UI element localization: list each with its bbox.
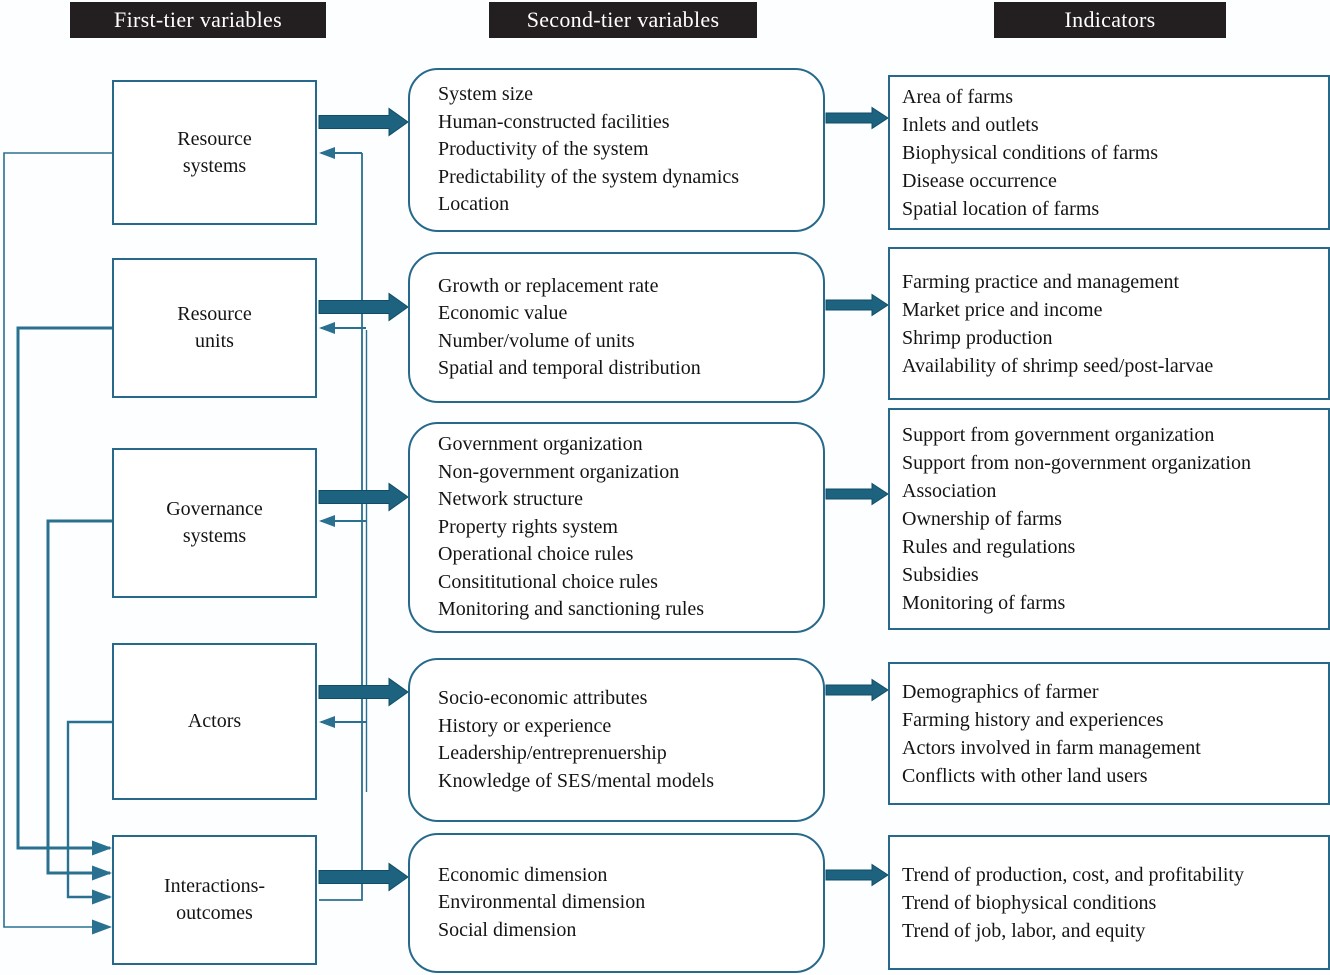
list-line: Actors involved in farm management — [902, 736, 1201, 759]
list-line: Productivity of the system — [438, 138, 649, 161]
list-line: Monitoring and sanctioning rules — [438, 598, 705, 621]
second-tier-box-interactions-outcomes — [408, 833, 825, 973]
list-line: Socio-economic attributes — [438, 687, 648, 709]
list-line: systems — [182, 525, 247, 547]
first-tier-box-interactions-outcomes — [112, 835, 317, 965]
arrow-second-tier-to-indicators-row4 — [826, 680, 888, 701]
list-line: Monitoring of farms — [902, 592, 1066, 614]
list-line: Economic dimension — [438, 863, 608, 886]
second-tier-box-resource-units — [408, 252, 825, 403]
list-line: Area of farms — [902, 85, 1014, 108]
list-line: Location — [438, 193, 510, 216]
loop-actors-to-interactions — [68, 722, 114, 897]
list-line: outcomes — [176, 902, 253, 924]
arrow-second-tier-to-indicators-row1 — [826, 108, 888, 129]
list-line: Government organization — [438, 433, 643, 456]
first-tier-box-actors — [112, 643, 317, 800]
list-line: Subsidies — [902, 564, 979, 586]
list-line: Governance — [166, 498, 263, 520]
list-line: Association — [902, 480, 997, 502]
list-line: Interactions- — [163, 875, 266, 897]
first-tier-label — [177, 126, 251, 180]
second-tier-box-actors — [408, 658, 825, 822]
loop-resource-systems-to-interactions — [4, 153, 114, 927]
first-tier-label — [166, 496, 263, 550]
list-line: Trend of production, cost, and profitability — [902, 863, 1244, 886]
list-line: units — [195, 330, 234, 352]
list-line: Market price and income — [902, 298, 1103, 321]
list-line: Social dimension — [438, 918, 577, 941]
list-line: Farming history and experiences — [902, 708, 1164, 731]
first-tier-label — [188, 708, 241, 735]
feedback-spine — [319, 153, 362, 900]
list-line: Knowledge of SES/mental models — [438, 769, 715, 792]
indicator-box-actors — [888, 662, 1330, 805]
list-line: Operational choice rules — [438, 543, 634, 566]
loop-governance-to-interactions — [48, 521, 114, 873]
list-line: Biophysical conditions of farms — [902, 141, 1159, 164]
list-line: Predictability of the system dynamics — [438, 165, 740, 188]
list-line: Rules and regulations — [902, 536, 1076, 558]
arrow-second-tier-to-indicators-row3 — [826, 484, 888, 505]
arrow-second-tier-to-indicators-row2 — [826, 295, 888, 316]
header-indicators: Indicators — [994, 2, 1226, 38]
list-line: Resource — [177, 303, 252, 325]
list-line: Shrimp production — [902, 326, 1053, 349]
list-line: Disease occurrence — [902, 169, 1057, 192]
list-line: Actors — [187, 710, 242, 732]
indicator-box-governance-systems — [888, 408, 1330, 630]
first-tier-box-governance-systems — [112, 448, 317, 598]
arrow-interactions-to-second-tier — [319, 864, 408, 891]
indicator-box-interactions-outcomes — [888, 835, 1330, 970]
list-line: History or experience — [438, 714, 612, 737]
first-tier-label — [164, 873, 265, 927]
first-tier-box-resource-units — [112, 258, 317, 398]
arrow-governance-to-second-tier — [319, 484, 408, 511]
list-line: Human-constructed facilities — [438, 110, 670, 133]
list-line: Consititutional choice rules — [438, 570, 658, 593]
loop-resource-units-to-interactions — [18, 328, 114, 848]
list-line: Farming practice and management — [902, 270, 1180, 293]
list-line: System size — [438, 83, 533, 106]
list-line: Property rights system — [438, 515, 618, 538]
arrow-resource-units-to-second-tier — [319, 294, 408, 321]
list-line: Non-government organization — [438, 460, 680, 483]
header-first-tier-variables: First-tier variables — [70, 2, 326, 38]
second-tier-box-governance-systems — [408, 422, 825, 633]
list-line: Support from non-government organization — [902, 452, 1252, 474]
list-line: Environmental dimension — [438, 891, 646, 914]
header-second-tier-variables: Second-tier variables — [489, 2, 757, 38]
indicator-box-resource-units — [888, 247, 1330, 400]
list-line: Support from government organization — [902, 424, 1215, 446]
list-line: Trend of biophysical conditions — [902, 891, 1157, 914]
list-line: Growth or replacement rate — [438, 274, 659, 297]
list-line: Number/volume of units — [438, 329, 635, 352]
list-line: Spatial location of farms — [902, 197, 1100, 220]
list-line: Trend of job, labor, and equity — [902, 919, 1146, 942]
indicator-box-resource-systems — [888, 75, 1330, 230]
list-line: Spatial and temporal distribution — [438, 357, 701, 379]
list-line: Demographics of farmer — [902, 680, 1099, 703]
list-line: Availability of shrimp seed/post-larvae — [902, 354, 1214, 377]
list-line: Resource — [177, 127, 252, 150]
list-line: Conflicts with other land users — [902, 764, 1148, 787]
list-line: Economic value — [438, 302, 568, 324]
arrow-resource-systems-to-second-tier — [319, 109, 408, 136]
arrow-second-tier-to-indicators-row5 — [826, 865, 888, 886]
list-line: Ownership of farms — [902, 508, 1062, 530]
list-line: Network structure — [438, 488, 583, 511]
list-line: Leadership/entreprenuership — [438, 742, 667, 764]
list-line: Inlets and outlets — [902, 113, 1039, 136]
arrow-actors-to-second-tier — [319, 679, 408, 706]
first-tier-label — [177, 301, 251, 355]
list-line: systems — [182, 154, 247, 177]
second-tier-box-resource-systems — [408, 68, 825, 232]
first-tier-box-resource-systems — [112, 80, 317, 225]
